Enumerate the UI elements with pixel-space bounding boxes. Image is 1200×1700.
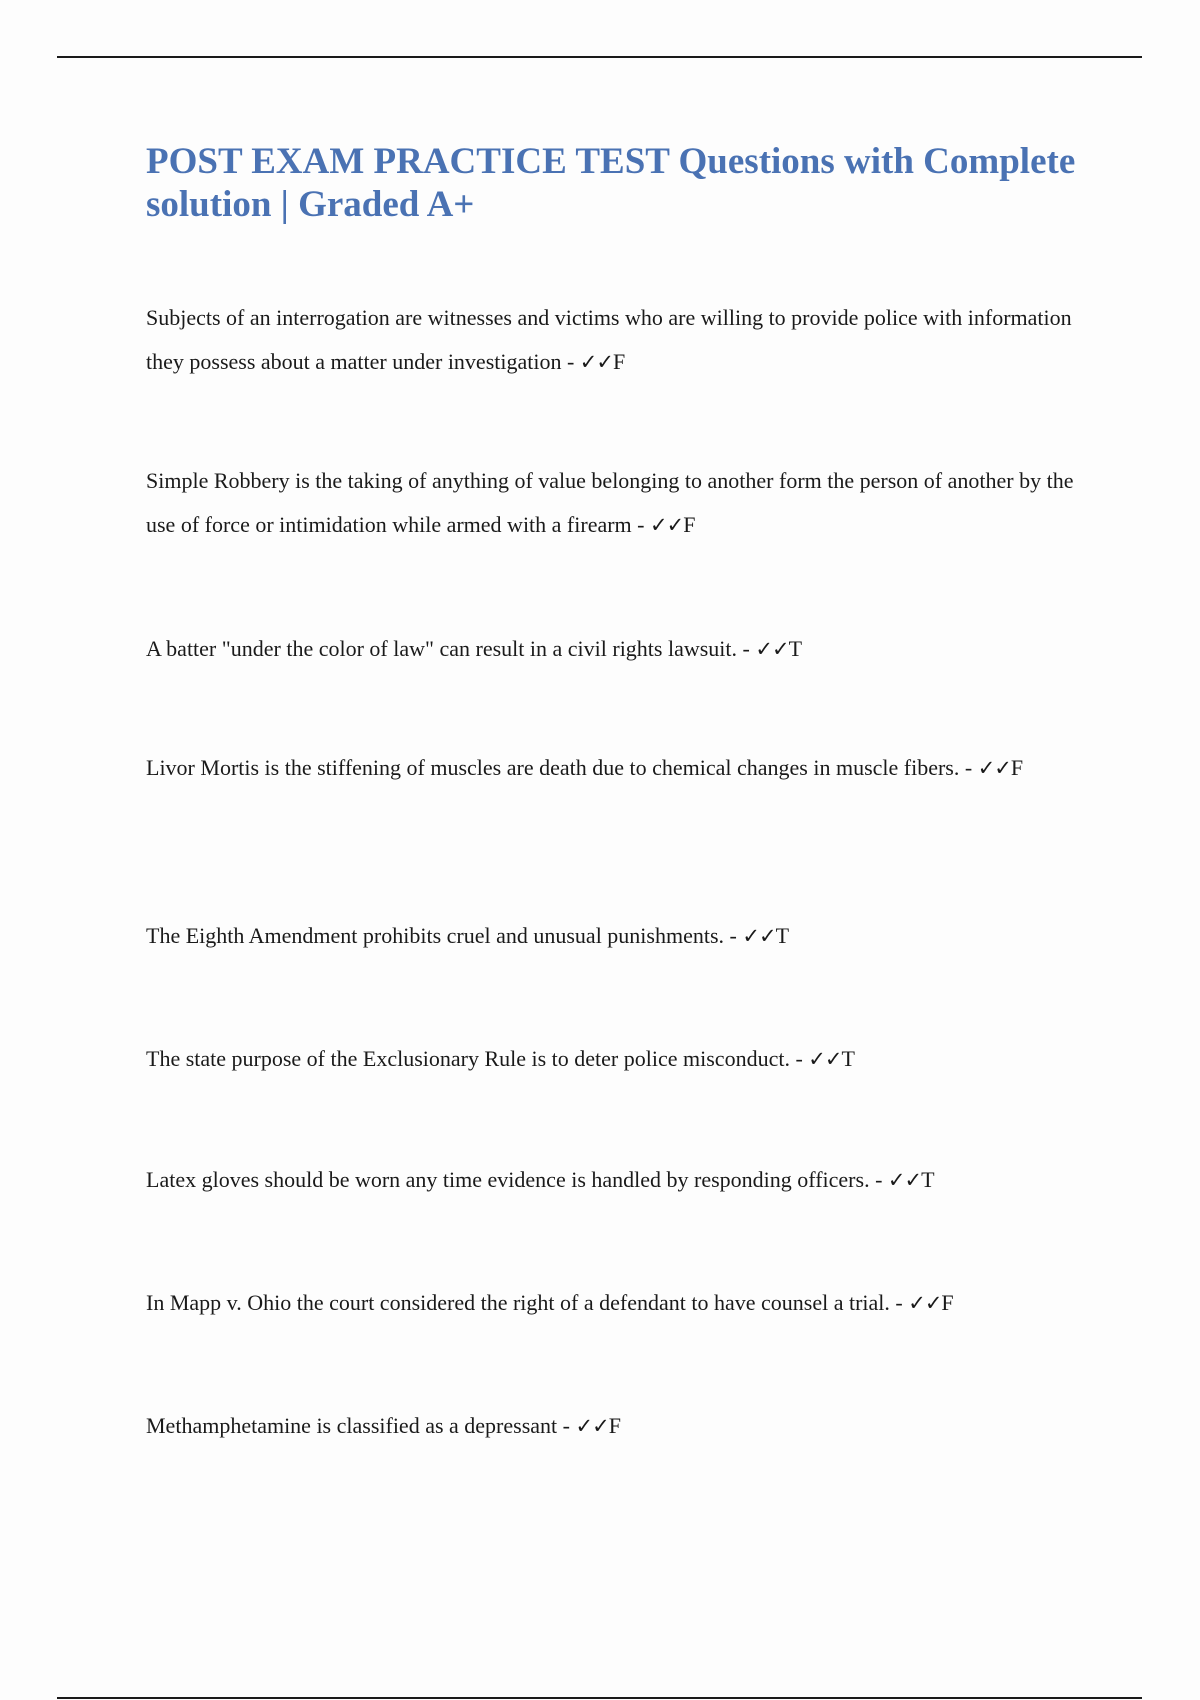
- check-mark-icon: ✓✓: [887, 1168, 922, 1192]
- answer: T: [841, 1046, 855, 1071]
- answer: F: [1010, 755, 1024, 780]
- check-mark-icon: ✓✓: [650, 513, 684, 537]
- check-mark-icon: ✓✓: [575, 1414, 609, 1438]
- document-header: [146, 140, 1086, 226]
- question-8: [146, 1281, 1086, 1325]
- question-text: Simple Robbery is the taking of anything of value belonging to another form the person of another by the use of force or intimidation while armed with a firearm -: [146, 468, 1074, 537]
- question-text: The Eighth Amendment prohibits cruel and unusual punishments. -: [146, 923, 743, 948]
- question-2: [146, 459, 1086, 547]
- question-text: In Mapp v. Ohio the court considered the right of a defendant to have counsel a trial. -: [146, 1290, 909, 1315]
- question-4: [146, 746, 1086, 790]
- answer: F: [683, 512, 696, 537]
- answer: T: [921, 1167, 935, 1192]
- question-1: [146, 296, 1086, 384]
- answer: F: [613, 349, 626, 374]
- question-text: The state purpose of the Exclusionary Rule is to deter police misconduct. -: [146, 1046, 809, 1071]
- question-7: [146, 1158, 1086, 1202]
- footer-rule: [57, 1697, 1142, 1699]
- question-text: Subjects of an interrogation are witnesses and victims who are willing to provide police with information they possess about a matter under investigation -: [146, 305, 1072, 374]
- question-text: A batter "under the color of law" can result in a civil rights lawsuit. -: [146, 636, 756, 661]
- answer: F: [941, 1290, 954, 1315]
- question-3: [146, 627, 1086, 671]
- question-text: Latex gloves should be worn any time evidence is handled by responding officers. -: [146, 1167, 888, 1192]
- document-title: POST EXAM PRACTICE TEST Questions with Complete solution | Graded A+: [146, 141, 1076, 225]
- check-mark-icon: ✓✓: [977, 756, 1011, 780]
- question-6: [146, 1037, 1086, 1081]
- check-mark-icon: ✓✓: [808, 1047, 842, 1071]
- check-mark-icon: ✓✓: [579, 350, 613, 374]
- check-mark-icon: ✓✓: [755, 637, 789, 661]
- header-rule: [57, 56, 1142, 58]
- question-5: [146, 914, 1086, 958]
- question-text: Methamphetamine is classified as a depressant -: [146, 1413, 576, 1438]
- check-mark-icon: ✓✓: [742, 924, 776, 948]
- answer: F: [608, 1413, 621, 1438]
- answer: T: [788, 636, 803, 661]
- answer: T: [775, 923, 790, 948]
- question-text: Livor Mortis is the stiffening of muscles are death due to chemical changes in muscle fibers. -: [146, 755, 978, 780]
- check-mark-icon: ✓✓: [908, 1291, 942, 1315]
- question-9: [146, 1404, 1086, 1448]
